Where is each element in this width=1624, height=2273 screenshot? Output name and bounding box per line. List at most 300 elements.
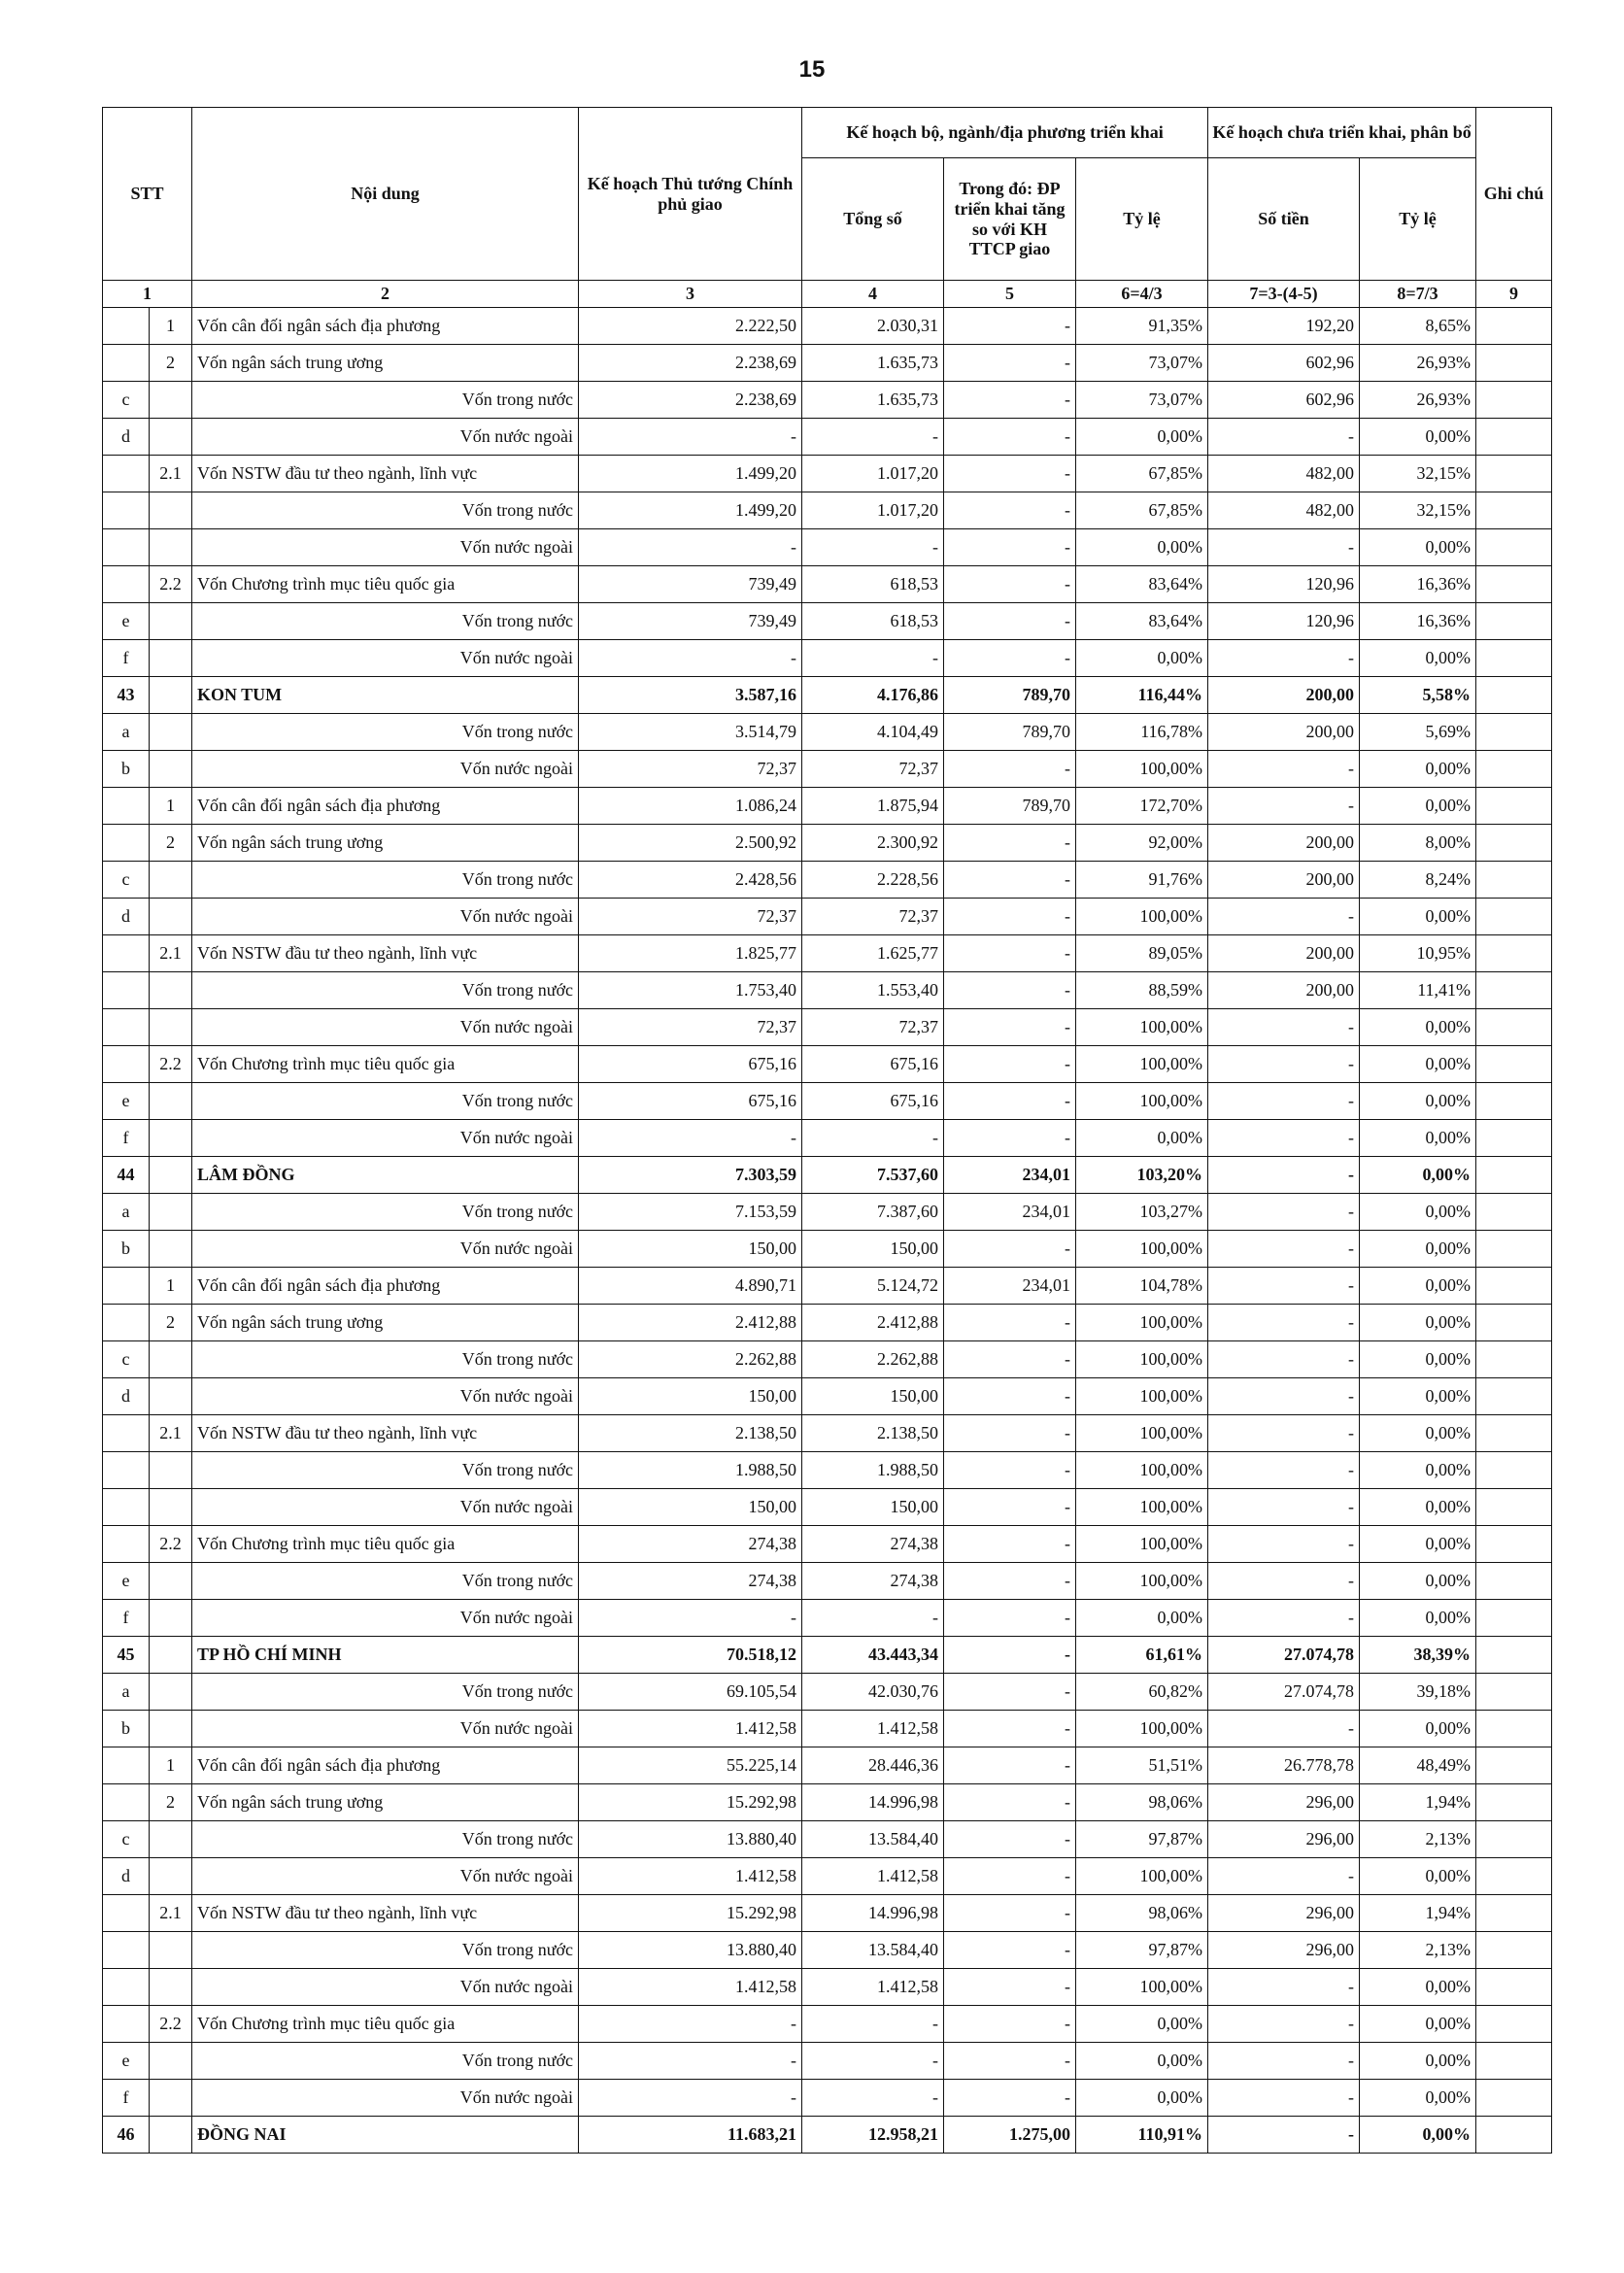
table-row — [103, 1341, 1552, 1378]
table-row — [103, 382, 1552, 419]
cell-ke-hoach-ttcp: - — [579, 1120, 802, 1157]
cell-ghi-chu — [1476, 1932, 1552, 1969]
cell-ty-le-trien-khai: 61,61% — [1076, 1637, 1208, 1674]
cell-so-tien-chua-trien-khai: 200,00 — [1208, 714, 1360, 751]
cell-ty-le-trien-khai: 97,87% — [1076, 1932, 1208, 1969]
cell-stt: 43 — [103, 677, 150, 714]
header-ty-le-2: Tỷ lệ — [1360, 158, 1476, 281]
cell-sub-index — [150, 1157, 192, 1194]
cell-so-tien-chua-trien-khai: - — [1208, 1858, 1360, 1895]
cell-stt — [103, 1268, 150, 1305]
cell-tang-so-voi-kh: - — [944, 1563, 1076, 1600]
cell-stt: c — [103, 1821, 150, 1858]
cell-ke-hoach-ttcp: 70.518,12 — [579, 1637, 802, 1674]
cell-ke-hoach-ttcp: 2.412,88 — [579, 1305, 802, 1341]
cell-sub-index — [150, 1378, 192, 1415]
header-col-number: 4 — [802, 281, 944, 308]
cell-so-tien-chua-trien-khai: - — [1208, 1120, 1360, 1157]
cell-ty-le-chua-trien-khai: 2,13% — [1360, 1821, 1476, 1858]
cell-description: Vốn ngân sách trung ương — [192, 825, 579, 862]
cell-ghi-chu — [1476, 1637, 1552, 1674]
cell-tang-so-voi-kh: - — [944, 492, 1076, 529]
cell-description: Vốn ngân sách trung ương — [192, 345, 579, 382]
cell-ty-le-trien-khai: 89,05% — [1076, 935, 1208, 972]
table-row — [103, 640, 1552, 677]
cell-ty-le-chua-trien-khai: 48,49% — [1360, 1747, 1476, 1784]
cell-tong-so: 72,37 — [802, 751, 944, 788]
table-row — [103, 1674, 1552, 1711]
cell-ty-le-chua-trien-khai: 0,00% — [1360, 2117, 1476, 2154]
cell-ty-le-trien-khai: 67,85% — [1076, 456, 1208, 492]
cell-tong-so: 675,16 — [802, 1083, 944, 1120]
cell-ty-le-trien-khai: 100,00% — [1076, 1858, 1208, 1895]
cell-tong-so: 2.138,50 — [802, 1415, 944, 1452]
cell-stt — [103, 1009, 150, 1046]
cell-ty-le-chua-trien-khai: 38,39% — [1360, 1637, 1476, 1674]
cell-so-tien-chua-trien-khai: 482,00 — [1208, 456, 1360, 492]
cell-tong-so: 2.228,56 — [802, 862, 944, 899]
table-row — [103, 345, 1552, 382]
cell-sub-index — [150, 1821, 192, 1858]
table-row — [103, 1120, 1552, 1157]
cell-ke-hoach-ttcp: 150,00 — [579, 1231, 802, 1268]
table-row — [103, 1747, 1552, 1784]
cell-so-tien-chua-trien-khai: - — [1208, 1563, 1360, 1600]
cell-sub-index: 2 — [150, 825, 192, 862]
cell-ty-le-chua-trien-khai: 26,93% — [1360, 382, 1476, 419]
cell-description: Vốn trong nước — [192, 1932, 579, 1969]
cell-tong-so: 150,00 — [802, 1231, 944, 1268]
table-row — [103, 1157, 1552, 1194]
header-col-number: 5 — [944, 281, 1076, 308]
cell-ke-hoach-ttcp: 11.683,21 — [579, 2117, 802, 2154]
cell-so-tien-chua-trien-khai: 296,00 — [1208, 1895, 1360, 1932]
cell-tong-so: 72,37 — [802, 1009, 944, 1046]
cell-tang-so-voi-kh: - — [944, 1858, 1076, 1895]
cell-description: Vốn nước ngoài — [192, 1231, 579, 1268]
budget-table — [102, 107, 1552, 2154]
cell-ke-hoach-ttcp: 69.105,54 — [579, 1674, 802, 1711]
cell-so-tien-chua-trien-khai: - — [1208, 1452, 1360, 1489]
cell-ghi-chu — [1476, 972, 1552, 1009]
cell-tang-so-voi-kh: - — [944, 1895, 1076, 1932]
cell-description: Vốn nước ngoài — [192, 1969, 579, 2006]
cell-tong-so: 5.124,72 — [802, 1268, 944, 1305]
cell-so-tien-chua-trien-khai: - — [1208, 1341, 1360, 1378]
cell-ghi-chu — [1476, 1231, 1552, 1268]
cell-ke-hoach-ttcp: 1.988,50 — [579, 1452, 802, 1489]
cell-tang-so-voi-kh: - — [944, 862, 1076, 899]
cell-so-tien-chua-trien-khai: - — [1208, 2080, 1360, 2117]
cell-stt — [103, 456, 150, 492]
cell-ty-le-trien-khai: 110,91% — [1076, 2117, 1208, 2154]
cell-tang-so-voi-kh: - — [944, 2006, 1076, 2043]
cell-sub-index — [150, 1637, 192, 1674]
cell-tang-so-voi-kh: - — [944, 1821, 1076, 1858]
cell-tang-so-voi-kh: 1.275,00 — [944, 2117, 1076, 2154]
cell-description: Vốn nước ngoài — [192, 529, 579, 566]
cell-so-tien-chua-trien-khai: - — [1208, 1489, 1360, 1526]
table-row — [103, 419, 1552, 456]
header-so-tien: Số tiền — [1208, 158, 1360, 281]
cell-tong-so: 150,00 — [802, 1378, 944, 1415]
cell-ke-hoach-ttcp: 2.262,88 — [579, 1341, 802, 1378]
cell-tang-so-voi-kh: - — [944, 1932, 1076, 1969]
cell-ty-le-trien-khai: 100,00% — [1076, 1452, 1208, 1489]
cell-ghi-chu — [1476, 1415, 1552, 1452]
cell-sub-index — [150, 1674, 192, 1711]
cell-so-tien-chua-trien-khai: - — [1208, 1600, 1360, 1637]
cell-description: Vốn trong nước — [192, 1083, 579, 1120]
cell-tong-so: 1.412,58 — [802, 1969, 944, 2006]
cell-tong-so: - — [802, 529, 944, 566]
cell-description: Vốn trong nước — [192, 382, 579, 419]
cell-ghi-chu — [1476, 640, 1552, 677]
cell-ty-le-trien-khai: 100,00% — [1076, 751, 1208, 788]
cell-so-tien-chua-trien-khai: 200,00 — [1208, 972, 1360, 1009]
cell-tong-so: 14.996,98 — [802, 1784, 944, 1821]
cell-ke-hoach-ttcp: 150,00 — [579, 1489, 802, 1526]
cell-ke-hoach-ttcp: 15.292,98 — [579, 1784, 802, 1821]
cell-ke-hoach-ttcp: 1.825,77 — [579, 935, 802, 972]
cell-tang-so-voi-kh: - — [944, 456, 1076, 492]
cell-ty-le-trien-khai: 100,00% — [1076, 1415, 1208, 1452]
cell-ke-hoach-ttcp: 1.499,20 — [579, 456, 802, 492]
cell-ghi-chu — [1476, 825, 1552, 862]
table-row — [103, 1305, 1552, 1341]
cell-tong-so: 274,38 — [802, 1526, 944, 1563]
cell-tang-so-voi-kh: - — [944, 2043, 1076, 2080]
cell-ke-hoach-ttcp: 7.153,59 — [579, 1194, 802, 1231]
cell-sub-index: 1 — [150, 308, 192, 345]
cell-description: Vốn trong nước — [192, 1821, 579, 1858]
cell-ke-hoach-ttcp: 3.514,79 — [579, 714, 802, 751]
cell-description: Vốn cân đối ngân sách địa phương — [192, 1747, 579, 1784]
table-row — [103, 1194, 1552, 1231]
cell-ty-le-trien-khai: 98,06% — [1076, 1784, 1208, 1821]
cell-ke-hoach-ttcp: 274,38 — [579, 1526, 802, 1563]
table-row — [103, 492, 1552, 529]
cell-stt: f — [103, 640, 150, 677]
cell-ty-le-trien-khai: 91,35% — [1076, 308, 1208, 345]
cell-ke-hoach-ttcp: 1.086,24 — [579, 788, 802, 825]
table-row — [103, 825, 1552, 862]
cell-ty-le-chua-trien-khai: 0,00% — [1360, 419, 1476, 456]
cell-ty-le-trien-khai: 100,00% — [1076, 1305, 1208, 1341]
cell-so-tien-chua-trien-khai: - — [1208, 1305, 1360, 1341]
cell-ty-le-chua-trien-khai: 0,00% — [1360, 1452, 1476, 1489]
table-row — [103, 1268, 1552, 1305]
cell-ty-le-chua-trien-khai: 0,00% — [1360, 1858, 1476, 1895]
cell-stt — [103, 1526, 150, 1563]
cell-ty-le-trien-khai: 100,00% — [1076, 1341, 1208, 1378]
cell-tang-so-voi-kh: - — [944, 419, 1076, 456]
cell-sub-index: 2 — [150, 1784, 192, 1821]
table-row — [103, 1895, 1552, 1932]
cell-ke-hoach-ttcp: 739,49 — [579, 603, 802, 640]
cell-ke-hoach-ttcp: - — [579, 640, 802, 677]
cell-sub-index — [150, 1120, 192, 1157]
cell-ghi-chu — [1476, 1157, 1552, 1194]
table-row — [103, 1083, 1552, 1120]
cell-tong-so: 7.537,60 — [802, 1157, 944, 1194]
table-row — [103, 1711, 1552, 1747]
cell-sub-index: 2.2 — [150, 1526, 192, 1563]
table-row — [103, 603, 1552, 640]
table-row — [103, 1378, 1552, 1415]
cell-ty-le-trien-khai: 103,27% — [1076, 1194, 1208, 1231]
cell-ghi-chu — [1476, 1711, 1552, 1747]
cell-ke-hoach-ttcp: 1.412,58 — [579, 1858, 802, 1895]
cell-tang-so-voi-kh: - — [944, 1674, 1076, 1711]
cell-ty-le-chua-trien-khai: 26,93% — [1360, 345, 1476, 382]
cell-ghi-chu — [1476, 1821, 1552, 1858]
table-row — [103, 308, 1552, 345]
cell-so-tien-chua-trien-khai: 26.778,78 — [1208, 1747, 1360, 1784]
cell-sub-index: 1 — [150, 1268, 192, 1305]
cell-so-tien-chua-trien-khai: - — [1208, 751, 1360, 788]
cell-stt — [103, 345, 150, 382]
cell-stt: f — [103, 1600, 150, 1637]
cell-so-tien-chua-trien-khai: 27.074,78 — [1208, 1674, 1360, 1711]
cell-tang-so-voi-kh: - — [944, 1784, 1076, 1821]
cell-description: Vốn nước ngoài — [192, 899, 579, 935]
cell-tong-so: 1.412,58 — [802, 1711, 944, 1747]
cell-ghi-chu — [1476, 308, 1552, 345]
cell-stt: 46 — [103, 2117, 150, 2154]
cell-so-tien-chua-trien-khai: - — [1208, 1009, 1360, 1046]
cell-ty-le-chua-trien-khai: 0,00% — [1360, 640, 1476, 677]
header-group-trien-khai: Kế hoạch bộ, ngành/địa phương triển khai — [802, 108, 1208, 158]
table-row — [103, 1563, 1552, 1600]
cell-ty-le-chua-trien-khai: 0,00% — [1360, 1378, 1476, 1415]
cell-description: Vốn trong nước — [192, 603, 579, 640]
table-row — [103, 529, 1552, 566]
cell-so-tien-chua-trien-khai: 602,96 — [1208, 382, 1360, 419]
cell-so-tien-chua-trien-khai: - — [1208, 419, 1360, 456]
table-row — [103, 1784, 1552, 1821]
cell-stt: d — [103, 1858, 150, 1895]
cell-tong-so: 2.262,88 — [802, 1341, 944, 1378]
cell-stt: b — [103, 1231, 150, 1268]
cell-tong-so: 1.625,77 — [802, 935, 944, 972]
cell-sub-index — [150, 1489, 192, 1526]
cell-tong-so: 7.387,60 — [802, 1194, 944, 1231]
cell-ke-hoach-ttcp: 55.225,14 — [579, 1747, 802, 1784]
cell-ty-le-chua-trien-khai: 0,00% — [1360, 1305, 1476, 1341]
cell-so-tien-chua-trien-khai: 120,96 — [1208, 566, 1360, 603]
cell-tang-so-voi-kh: - — [944, 2080, 1076, 2117]
cell-ke-hoach-ttcp: - — [579, 2080, 802, 2117]
header-col-number: 2 — [192, 281, 579, 308]
cell-sub-index — [150, 1858, 192, 1895]
cell-description: Vốn nước ngoài — [192, 1009, 579, 1046]
cell-stt — [103, 1932, 150, 1969]
cell-stt: a — [103, 1674, 150, 1711]
cell-stt — [103, 1452, 150, 1489]
cell-tong-so: 1.017,20 — [802, 492, 944, 529]
cell-sub-index — [150, 1341, 192, 1378]
cell-tang-so-voi-kh: 789,70 — [944, 714, 1076, 751]
cell-so-tien-chua-trien-khai: 200,00 — [1208, 825, 1360, 862]
cell-ghi-chu — [1476, 1083, 1552, 1120]
cell-stt: e — [103, 1083, 150, 1120]
cell-so-tien-chua-trien-khai: - — [1208, 529, 1360, 566]
cell-stt: f — [103, 2080, 150, 2117]
cell-description: Vốn nước ngoài — [192, 1858, 579, 1895]
table-row — [103, 2043, 1552, 2080]
cell-ty-le-chua-trien-khai: 0,00% — [1360, 1600, 1476, 1637]
cell-ghi-chu — [1476, 1563, 1552, 1600]
cell-sub-index — [150, 1563, 192, 1600]
cell-description: Vốn trong nước — [192, 492, 579, 529]
cell-tang-so-voi-kh: - — [944, 1711, 1076, 1747]
cell-sub-index — [150, 1009, 192, 1046]
cell-tang-so-voi-kh: - — [944, 1415, 1076, 1452]
cell-ghi-chu — [1476, 1305, 1552, 1341]
cell-stt: b — [103, 1711, 150, 1747]
cell-ty-le-trien-khai: 73,07% — [1076, 382, 1208, 419]
cell-stt — [103, 1895, 150, 1932]
cell-tong-so: 1.988,50 — [802, 1452, 944, 1489]
cell-tong-so: 2.412,88 — [802, 1305, 944, 1341]
cell-tong-so: 1.017,20 — [802, 456, 944, 492]
cell-sub-index — [150, 603, 192, 640]
cell-ke-hoach-ttcp: 3.587,16 — [579, 677, 802, 714]
cell-stt: c — [103, 382, 150, 419]
cell-tang-so-voi-kh: - — [944, 825, 1076, 862]
cell-ty-le-trien-khai: 0,00% — [1076, 2080, 1208, 2117]
cell-ty-le-trien-khai: 0,00% — [1076, 1120, 1208, 1157]
cell-so-tien-chua-trien-khai: - — [1208, 1268, 1360, 1305]
cell-so-tien-chua-trien-khai: - — [1208, 2043, 1360, 2080]
cell-tang-so-voi-kh: - — [944, 1378, 1076, 1415]
cell-ghi-chu — [1476, 1969, 1552, 2006]
cell-ty-le-chua-trien-khai: 0,00% — [1360, 751, 1476, 788]
table-row — [103, 2117, 1552, 2154]
cell-sub-index — [150, 1231, 192, 1268]
cell-ty-le-chua-trien-khai: 0,00% — [1360, 1009, 1476, 1046]
cell-sub-index — [150, 2117, 192, 2154]
cell-ty-le-chua-trien-khai: 8,24% — [1360, 862, 1476, 899]
cell-stt: 44 — [103, 1157, 150, 1194]
cell-tang-so-voi-kh: - — [944, 1231, 1076, 1268]
cell-stt: e — [103, 603, 150, 640]
cell-so-tien-chua-trien-khai: - — [1208, 1194, 1360, 1231]
cell-sub-index — [150, 714, 192, 751]
cell-so-tien-chua-trien-khai: 192,20 — [1208, 308, 1360, 345]
cell-description: Vốn Chương trình mục tiêu quốc gia — [192, 2006, 579, 2043]
cell-tong-so: 150,00 — [802, 1489, 944, 1526]
cell-ty-le-trien-khai: 97,87% — [1076, 1821, 1208, 1858]
cell-ke-hoach-ttcp: 675,16 — [579, 1046, 802, 1083]
cell-description: Vốn ngân sách trung ương — [192, 1784, 579, 1821]
cell-stt: d — [103, 419, 150, 456]
cell-stt: e — [103, 2043, 150, 2080]
cell-ghi-chu — [1476, 935, 1552, 972]
cell-ty-le-chua-trien-khai: 0,00% — [1360, 1711, 1476, 1747]
cell-ty-le-chua-trien-khai: 0,00% — [1360, 1489, 1476, 1526]
cell-so-tien-chua-trien-khai: - — [1208, 2117, 1360, 2154]
cell-ke-hoach-ttcp: - — [579, 2043, 802, 2080]
cell-tong-so: 1.412,58 — [802, 1858, 944, 1895]
cell-ty-le-chua-trien-khai: 0,00% — [1360, 1231, 1476, 1268]
cell-ghi-chu — [1476, 1858, 1552, 1895]
cell-tong-so: 274,38 — [802, 1563, 944, 1600]
cell-tong-so: 13.584,40 — [802, 1932, 944, 1969]
table-row — [103, 1969, 1552, 2006]
cell-ty-le-trien-khai: 100,00% — [1076, 1378, 1208, 1415]
cell-sub-index — [150, 492, 192, 529]
cell-ghi-chu — [1476, 1526, 1552, 1563]
cell-tong-so: 28.446,36 — [802, 1747, 944, 1784]
cell-tong-so: 2.030,31 — [802, 308, 944, 345]
table-row — [103, 1932, 1552, 1969]
cell-tong-so: 618,53 — [802, 566, 944, 603]
cell-ty-le-chua-trien-khai: 10,95% — [1360, 935, 1476, 972]
cell-tong-so: 675,16 — [802, 1046, 944, 1083]
cell-ty-le-chua-trien-khai: 0,00% — [1360, 2080, 1476, 2117]
cell-ty-le-trien-khai: 103,20% — [1076, 1157, 1208, 1194]
cell-ghi-chu — [1476, 603, 1552, 640]
cell-tong-so: 618,53 — [802, 603, 944, 640]
cell-stt — [103, 529, 150, 566]
cell-ghi-chu — [1476, 714, 1552, 751]
cell-ke-hoach-ttcp: - — [579, 2006, 802, 2043]
cell-ty-le-trien-khai: 0,00% — [1076, 640, 1208, 677]
cell-so-tien-chua-trien-khai: - — [1208, 1083, 1360, 1120]
table-row — [103, 1637, 1552, 1674]
cell-tong-so: 1.635,73 — [802, 382, 944, 419]
cell-tang-so-voi-kh: - — [944, 1489, 1076, 1526]
cell-stt: b — [103, 751, 150, 788]
table-row — [103, 935, 1552, 972]
cell-ghi-chu — [1476, 492, 1552, 529]
cell-tang-so-voi-kh: - — [944, 972, 1076, 1009]
table-body — [103, 308, 1552, 2154]
cell-description: Vốn nước ngoài — [192, 1378, 579, 1415]
cell-ke-hoach-ttcp: 2.238,69 — [579, 382, 802, 419]
cell-ghi-chu — [1476, 1378, 1552, 1415]
cell-ke-hoach-ttcp: 13.880,40 — [579, 1821, 802, 1858]
cell-ghi-chu — [1476, 1895, 1552, 1932]
cell-sub-index: 2.1 — [150, 935, 192, 972]
table-row — [103, 1231, 1552, 1268]
cell-ty-le-chua-trien-khai: 0,00% — [1360, 2043, 1476, 2080]
cell-ty-le-trien-khai: 0,00% — [1076, 419, 1208, 456]
cell-description: Vốn nước ngoài — [192, 419, 579, 456]
cell-sub-index: 2.2 — [150, 2006, 192, 2043]
cell-ghi-chu — [1476, 751, 1552, 788]
cell-ty-le-trien-khai: 91,76% — [1076, 862, 1208, 899]
cell-tang-so-voi-kh: - — [944, 529, 1076, 566]
cell-stt: f — [103, 1120, 150, 1157]
cell-stt: 45 — [103, 1637, 150, 1674]
cell-sub-index — [150, 2080, 192, 2117]
cell-ke-hoach-ttcp: 274,38 — [579, 1563, 802, 1600]
cell-tang-so-voi-kh: - — [944, 1341, 1076, 1378]
cell-description: Vốn nước ngoài — [192, 1489, 579, 1526]
cell-tang-so-voi-kh: 234,01 — [944, 1268, 1076, 1305]
cell-ty-le-trien-khai: 98,06% — [1076, 1895, 1208, 1932]
header-ghi-chu: Ghi chú — [1476, 108, 1552, 281]
cell-ty-le-trien-khai: 100,00% — [1076, 1231, 1208, 1268]
header-noi-dung: Nội dung — [192, 108, 579, 281]
table-row — [103, 1526, 1552, 1563]
cell-description: Vốn nước ngoài — [192, 1600, 579, 1637]
cell-ghi-chu — [1476, 2043, 1552, 2080]
cell-ghi-chu — [1476, 1452, 1552, 1489]
